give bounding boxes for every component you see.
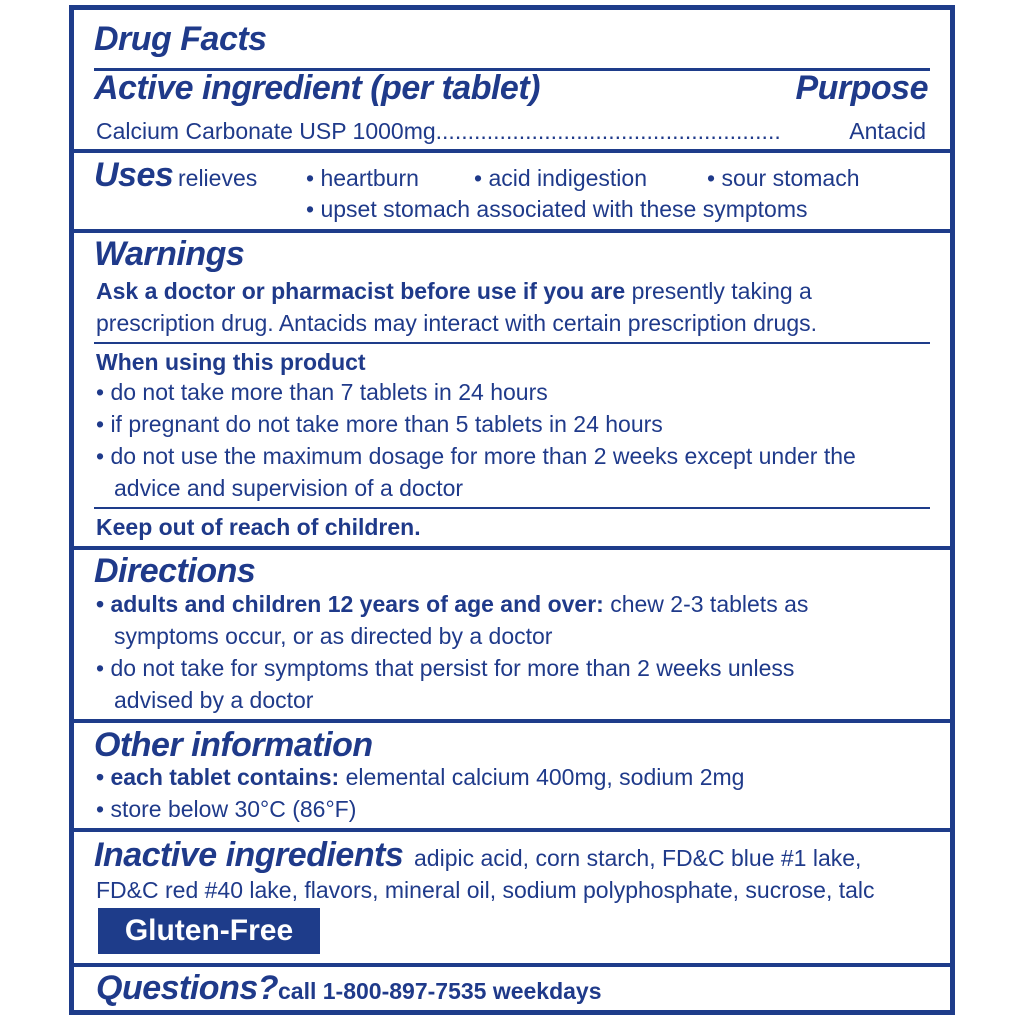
- drug-facts-panel: [69, 5, 955, 1015]
- uses-item: • heartburn: [306, 165, 419, 191]
- directions-adults-line-2: symptoms occur, or as directed by a doctor: [114, 623, 553, 649]
- uses-intro: relieves: [178, 165, 258, 191]
- directions-persist-line: • do not take for symptoms that persist for more than 2 weeks unless: [96, 655, 795, 681]
- active-ingredient-heading: Active ingredient (per tablet): [94, 69, 540, 107]
- section-divider: [74, 963, 950, 967]
- ask-doctor-line: [96, 278, 812, 305]
- section-divider: [74, 719, 950, 723]
- ask-doctor-bold: Ask a doctor or pharmacist before use if you are: [96, 278, 626, 304]
- ask-doctor-line-2: prescription drug. Antacids may interact with certain prescription drugs.: [96, 310, 817, 336]
- warning-item: • do not use the maximum dosage for more than 2 weeks except under the: [96, 443, 856, 469]
- gluten-free-badge: Gluten-Free: [98, 908, 320, 954]
- warning-item: • do not take more than 7 tablets in 24 hours: [96, 379, 548, 405]
- warnings-subdivider: [94, 507, 930, 509]
- section-divider: [74, 229, 950, 233]
- uses-item: • acid indigestion: [474, 165, 647, 191]
- warnings-subdivider: [94, 342, 930, 344]
- section-divider: [74, 149, 950, 153]
- uses-item: • upset stomach associated with these symptoms: [306, 196, 808, 222]
- directions-persist-line-2: advised by a doctor: [114, 687, 314, 713]
- warnings-heading: Warnings: [94, 235, 245, 273]
- section-divider: [74, 546, 950, 550]
- tablet-contents-line: [96, 764, 744, 791]
- storage-line: • store below 30°C (86°F): [96, 796, 357, 822]
- active-ingredient-name: Calcium Carbonate USP 1000mg: [96, 118, 436, 144]
- active-ingredient-row: [96, 118, 781, 145]
- section-divider: [74, 828, 950, 832]
- uses-heading: Uses: [94, 156, 174, 194]
- dot-leader: ......................................................: [435, 118, 781, 144]
- warning-item-continued: advice and supervision of a doctor: [114, 475, 464, 501]
- uses-item: • sour stomach: [707, 165, 860, 191]
- other-information-heading: Other information: [94, 726, 373, 764]
- inactive-ingredients-heading: Inactive ingredients: [94, 836, 404, 874]
- directions-heading: Directions: [94, 552, 256, 590]
- drug-facts-title: Drug Facts: [94, 20, 267, 58]
- tablet-contents-rest: elemental calcium 400mg, sodium 2mg: [345, 764, 745, 790]
- directions-adults-line: [96, 591, 808, 618]
- questions-heading: Questions?: [96, 969, 279, 1007]
- directions-adults-bold: • adults and children 12 years of age and over:: [96, 591, 604, 617]
- ask-doctor-rest: presently taking a: [631, 278, 812, 304]
- warning-item: • if pregnant do not take more than 5 tablets in 24 hours: [96, 411, 663, 437]
- active-ingredient-purpose: Antacid: [849, 118, 926, 144]
- keep-out-of-reach: Keep out of reach of children.: [96, 514, 421, 540]
- inactive-ingredients-line-1: adipic acid, corn starch, FD&C blue #1 lake,: [414, 845, 862, 871]
- when-using-heading: When using this product: [96, 349, 366, 375]
- purpose-heading: Purpose: [795, 69, 928, 107]
- directions-adults-rest: chew 2-3 tablets as: [610, 591, 809, 617]
- inactive-ingredients-line-2: FD&C red #40 lake, flavors, mineral oil, sodium polyphosphate, sucrose, talc: [96, 877, 875, 903]
- questions-phone-line: call 1-800-897-7535 weekdays: [278, 978, 602, 1004]
- tablet-contents-bold: • each tablet contains:: [96, 764, 340, 790]
